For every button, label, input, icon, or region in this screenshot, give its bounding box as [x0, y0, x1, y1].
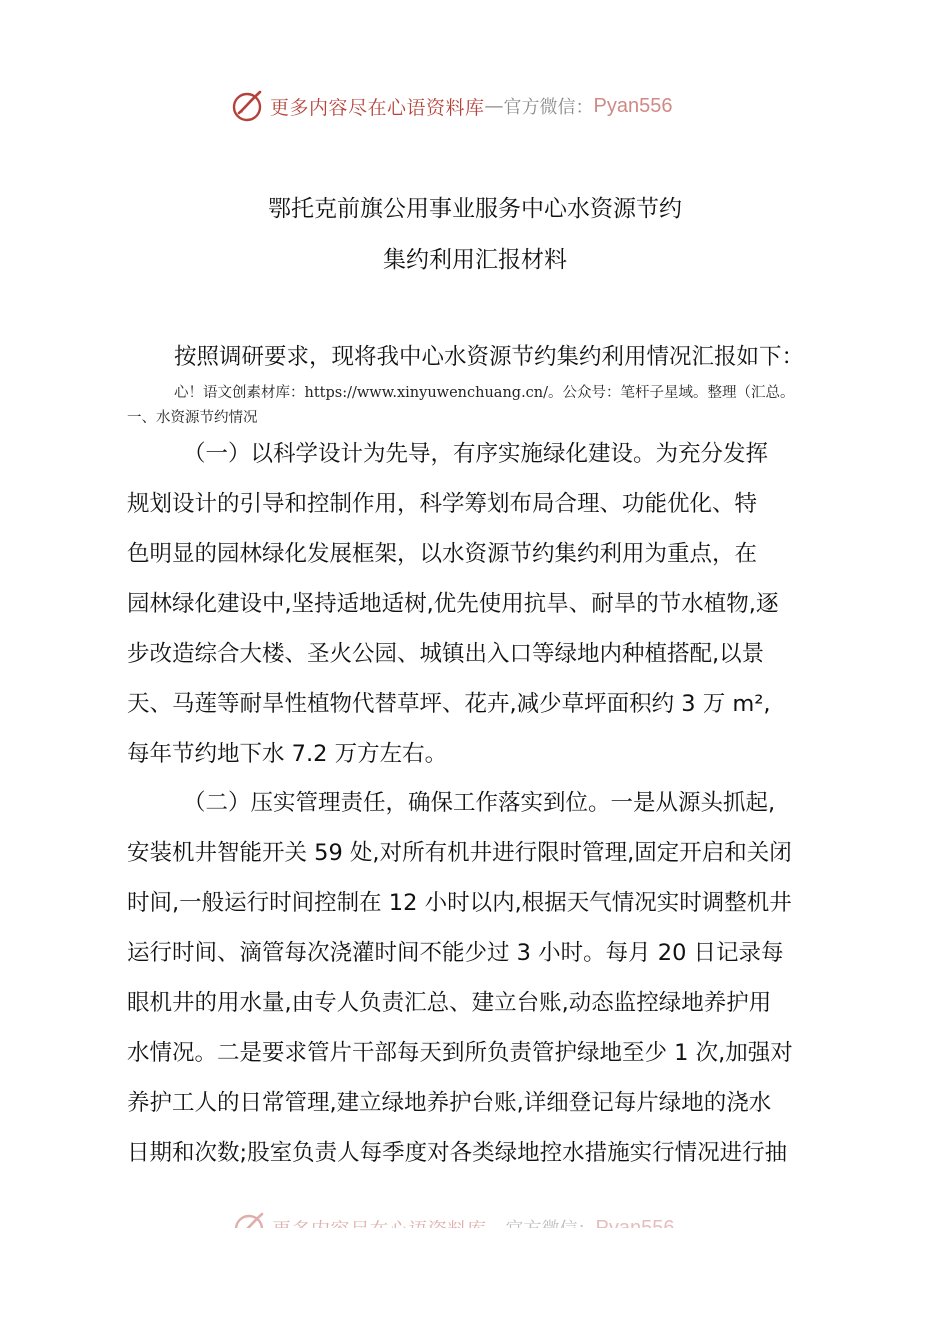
paragraph-line: 运行时间、滴管每次浇灌时间不能少过 3 小时。每月 20 日记录每	[127, 940, 784, 966]
footer-mask	[232, 1228, 722, 1246]
paragraph-line: 园林绿化建设中,坚持适地适树,优先使用抗旱、耐旱的节水植物,逐	[127, 591, 779, 617]
paragraph-line: 步改造综合大楼、圣火公园、城镇出入口等绿地内种植搭配,以景	[127, 641, 765, 667]
document-title-line-1: 鄂托克前旗公用事业服务中心水资源节约	[268, 196, 682, 222]
paragraph-line: （二）压实管理责任，确保工作落实到位。一是从源头抓起,	[183, 790, 776, 816]
watermark-brand: 更多内容尽在心语资料库	[270, 96, 485, 119]
paragraph-line: 水情况。二是要求管片干部每天到所负责管护绿地至少 1 次,加强对	[127, 1040, 793, 1066]
paragraph-line: 日期和次数;股室负责人每季度对各类绿地控水措施实行情况进行抽	[127, 1140, 788, 1166]
paragraph-line: （一）以科学设计为先导，有序实施绿化建设。为充分发挥	[183, 441, 769, 467]
section-heading: 一、水资源节约情况	[127, 410, 258, 426]
footer-watermark	[232, 1210, 722, 1246]
source-note: 心！语文创素材库：https://www.xinyuwenchuang.cn/。公众号：笔杆子星域。整理（汇总。	[174, 385, 795, 401]
watermark-official: 官方微信：	[503, 97, 594, 118]
watermark-account: Pyan556	[593, 94, 673, 117]
paragraph-line: 养护工人的日常管理,建立绿地养护台账,详细登记每片绿地的浇水	[127, 1090, 772, 1116]
header-watermark	[230, 86, 730, 126]
paragraph-line: 天、马莲等耐旱性植物代替草坪、花卉,减少草坪面积约 3 万 m²,	[127, 691, 771, 717]
pen-logo-icon	[230, 89, 264, 123]
paragraph-line: 色明显的园林绿化发展框架，以水资源节约集约利用为重点，在	[127, 541, 758, 567]
paragraph-line: 时间,一般运行时间控制在 12 小时以内,根据天气情况实时调整机井	[127, 890, 792, 916]
paragraph-line: 安装机井智能开关 59 处,对所有机井进行限时管理,固定开启和关闭	[127, 840, 792, 866]
paragraph-1	[127, 429, 832, 779]
paragraph-line: 规划设计的引导和控制作用，科学筹划布局合理、功能优化、特	[127, 491, 758, 517]
document-title-line-2: 集约利用汇报材料	[383, 247, 567, 273]
paragraph-2	[127, 778, 832, 1178]
paragraph-line: 眼机井的用水量,由专人负责汇总、建立台账,动态监控绿地养护用	[127, 990, 772, 1016]
watermark-separator: —	[484, 95, 504, 117]
intro-paragraph: 按照调研要求，现将我中心水资源节约集约利用情况汇报如下：	[174, 344, 805, 370]
paragraph-line: 每年节约地下水 7.2 万方左右。	[127, 741, 448, 767]
